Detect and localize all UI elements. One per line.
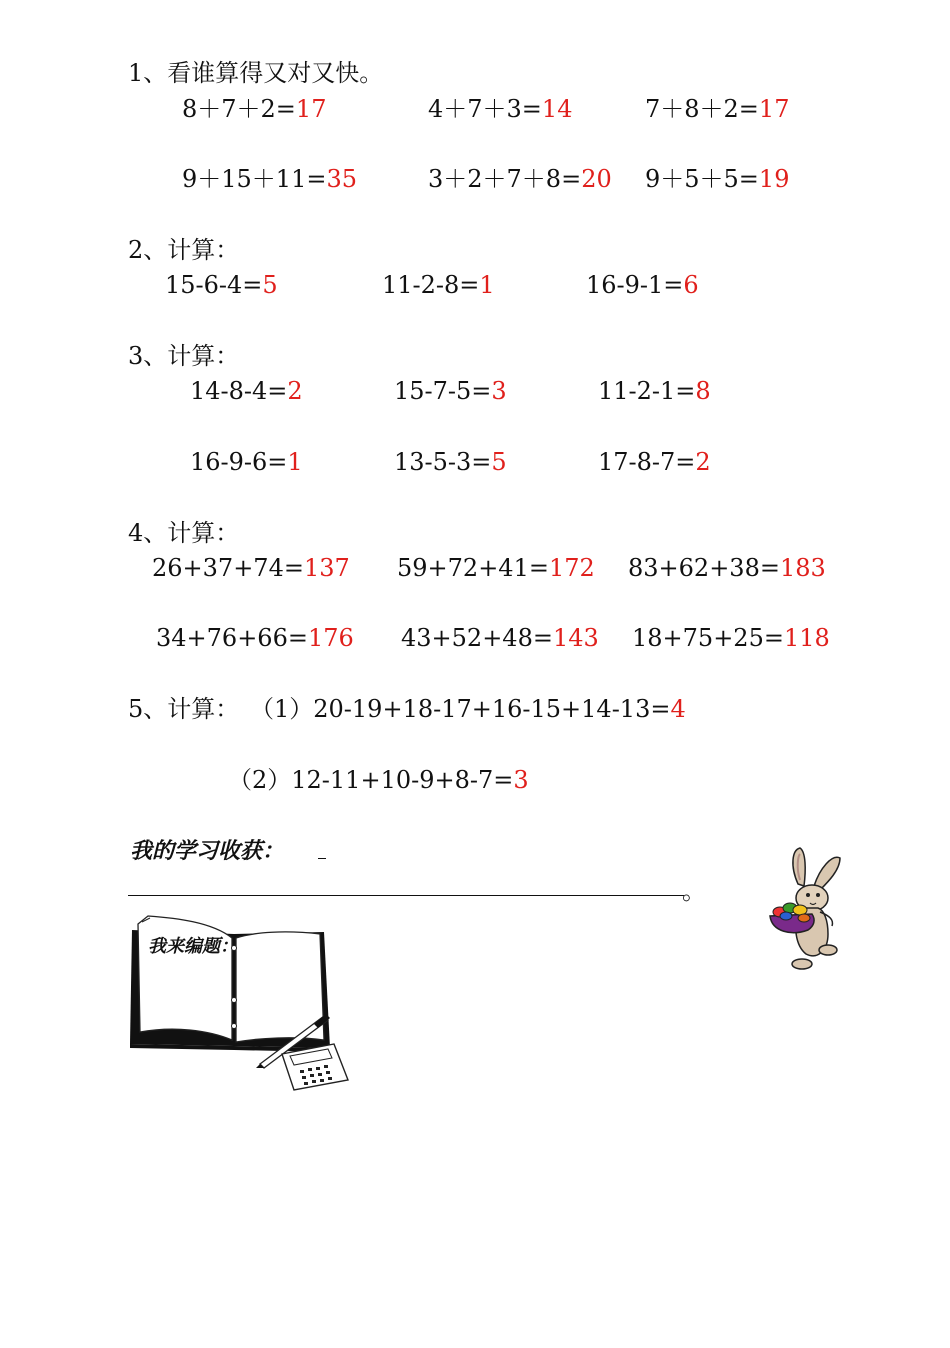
question: 83+62+38= xyxy=(628,554,780,582)
answer: 14 xyxy=(541,95,573,123)
answer: 17 xyxy=(295,95,327,123)
question: 26+37+74= xyxy=(152,554,304,582)
harvest-end: 。 xyxy=(682,877,706,905)
question: 15-7-5= xyxy=(394,377,492,405)
answer: 183 xyxy=(779,554,826,582)
question: （2）12-11+10-9+8-7= xyxy=(228,766,514,794)
answer: 3 xyxy=(513,766,529,794)
answer: 8 xyxy=(695,377,711,405)
problem xyxy=(645,94,789,124)
section-3-title: 3、计算： xyxy=(128,342,240,370)
problem xyxy=(598,376,711,406)
answer: 118 xyxy=(783,624,830,652)
problem xyxy=(397,553,595,583)
question: 4＋7＋3= xyxy=(428,95,542,123)
section-2-title: 2、计算： xyxy=(128,236,240,264)
calculator-icon xyxy=(278,1040,352,1092)
problem xyxy=(250,694,686,724)
question: 9＋15＋11= xyxy=(182,165,327,193)
answer: 2 xyxy=(695,448,711,476)
problem xyxy=(156,623,354,653)
notebook-label: 我来编题： xyxy=(148,936,238,957)
problem xyxy=(394,447,507,477)
problem xyxy=(598,447,711,477)
answer: 143 xyxy=(552,624,599,652)
question: （1）20-19+18-17+16-15+14-13= xyxy=(250,695,671,723)
question: 11-2-8= xyxy=(382,271,480,299)
answer: 6 xyxy=(683,271,699,299)
question: 16-9-6= xyxy=(190,448,288,476)
question: 43+52+48= xyxy=(401,624,553,652)
answer: 1 xyxy=(479,271,495,299)
question: 13-5-3= xyxy=(394,448,492,476)
question: 14-8-4= xyxy=(190,377,288,405)
problem xyxy=(182,94,326,124)
answer: 5 xyxy=(262,271,278,299)
question: 15-6-4= xyxy=(165,271,263,299)
problem xyxy=(382,270,495,300)
question: 17-8-7= xyxy=(598,448,696,476)
answer: 2 xyxy=(287,377,303,405)
problem xyxy=(428,164,612,194)
answer: 17 xyxy=(758,95,790,123)
problem xyxy=(428,94,572,124)
problem xyxy=(190,447,303,477)
harvest-label: 我的学习收获： xyxy=(130,838,285,864)
answer: 5 xyxy=(491,448,507,476)
question: 7＋8＋2= xyxy=(645,95,759,123)
answer: 172 xyxy=(548,554,595,582)
section-1-title: 1、看谁算得又对又快。 xyxy=(128,59,384,87)
answer: 176 xyxy=(307,624,354,652)
question: 3＋2＋7＋8= xyxy=(428,165,582,193)
problem xyxy=(586,270,699,300)
question: 16-9-1= xyxy=(586,271,684,299)
question: 11-2-1= xyxy=(598,377,696,405)
section-5-title: 5、计算： xyxy=(128,695,240,723)
answer: 137 xyxy=(303,554,350,582)
question: 59+72+41= xyxy=(397,554,549,582)
answer: 3 xyxy=(491,377,507,405)
question: 9＋5＋5= xyxy=(645,165,759,193)
answer-line xyxy=(128,895,684,896)
answer: 20 xyxy=(581,165,612,193)
answer: 35 xyxy=(326,165,358,193)
text-cursor xyxy=(318,858,326,859)
section-4-title: 4、计算： xyxy=(128,519,240,547)
question: 34+76+66= xyxy=(156,624,308,652)
problem xyxy=(632,623,830,653)
answer: 19 xyxy=(758,165,790,193)
question: 8＋7＋2= xyxy=(182,95,296,123)
question: 18+75+25= xyxy=(632,624,784,652)
problem xyxy=(182,164,357,194)
problem xyxy=(645,164,789,194)
problem xyxy=(190,376,303,406)
answer: 1 xyxy=(287,448,303,476)
bunny-with-eggs-icon xyxy=(762,846,850,974)
problem xyxy=(228,765,529,795)
problem xyxy=(401,623,599,653)
problem xyxy=(394,376,507,406)
problem xyxy=(165,270,278,300)
problem xyxy=(628,553,826,583)
answer: 4 xyxy=(670,695,686,723)
problem xyxy=(152,553,350,583)
